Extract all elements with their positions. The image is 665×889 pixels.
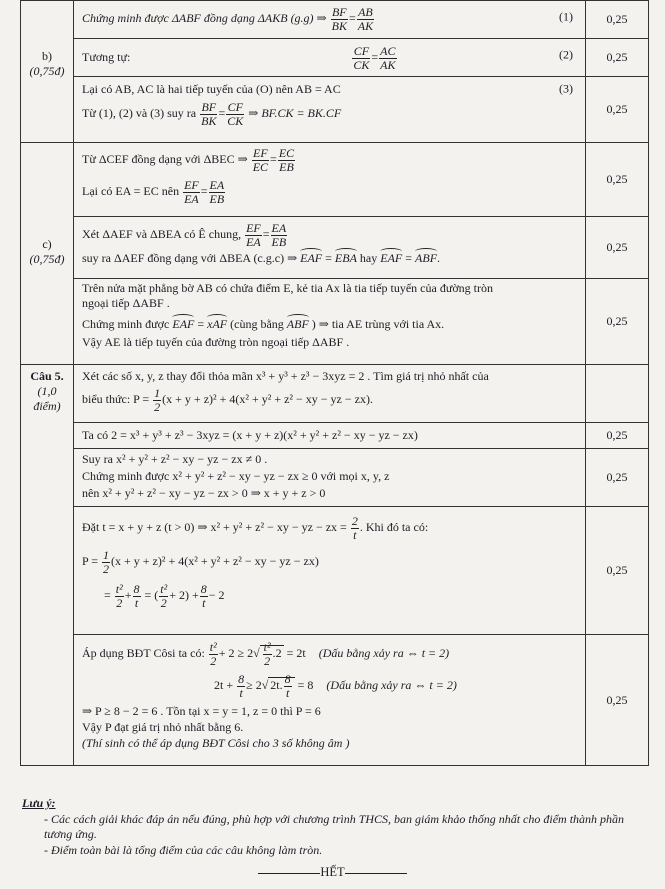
- q5r4-score: 0,25: [586, 635, 649, 766]
- q5-row-2: [74, 449, 586, 507]
- q5r4-sqrt-rest: .2: [272, 645, 282, 660]
- q5r1-text: Ta có 2 = x³ + y³ + z³ − 3xyz = (x + y + z)(x² + y² + z² − xy − yz − zx): [82, 428, 418, 442]
- c3-text-2: ngoại tiếp ΔABF .: [82, 296, 170, 310]
- c3-text-5: ) ⇒ tia AE trùng với tia Ax.: [311, 317, 445, 331]
- q5-row-3: [74, 507, 586, 635]
- b2-eq: =: [371, 49, 379, 64]
- c3-score: 0,25: [586, 279, 649, 365]
- q5r4-text-5: ≥ 2: [246, 678, 262, 693]
- q5r3-frac5-den: 2: [160, 595, 167, 610]
- b3-text-2: Từ (1), (2) và (3) suy ra: [82, 105, 197, 120]
- b3-ref: (3): [559, 81, 573, 96]
- q5r3-frac2-den: 2: [103, 561, 109, 576]
- sqrt-sign-1: √: [253, 645, 260, 660]
- part-c-row-3: [74, 279, 586, 365]
- b2-frac2-den: AK: [380, 57, 396, 72]
- q5r4-frac-num: t²: [209, 640, 217, 654]
- answer-table: [20, 0, 649, 766]
- sqrt-sign-2: √: [261, 678, 269, 693]
- q5r2-text: Suy ra x² + y² + z² − xy − yz − zx ≠ 0 .: [82, 452, 268, 466]
- q5-title: Câu 5.: [30, 369, 64, 383]
- q5r4-text-7: ⇒ P ≥ 8 − 2 = 6 . Tồn tại x = y = 1, z = 0 thì P = 6: [82, 704, 321, 719]
- q5r3-frac-den: t: [353, 527, 357, 542]
- q5r3-frac2-num: 1: [103, 548, 109, 563]
- q5r4-text-2: + 2 ≥ 2: [218, 645, 254, 660]
- q5-label: [21, 365, 74, 766]
- q5r3-frac3-den: 2: [116, 595, 123, 610]
- part-c-row-2: [74, 217, 586, 279]
- c1-text-2: Lại có EA = EC nên: [82, 184, 180, 199]
- q5r1-score: 0,25: [586, 423, 649, 449]
- q5r3-text: Đặt t = x + y + z (t > 0) ⇒ x² + y² + z² − xy − yz − zx =: [82, 519, 347, 534]
- c1-text: Từ ΔCEF đồng dạng với ΔBEC ⇒: [82, 151, 248, 166]
- q5-frac-num: 1: [154, 386, 161, 400]
- q5r3-frac5-num: t²: [160, 582, 168, 597]
- end-marker: [0, 865, 665, 880]
- b1-score: 0,25: [586, 1, 649, 39]
- q5r4-sqrt2-den: t: [285, 685, 290, 700]
- q5-text-2: biểu thức: P =: [82, 391, 150, 406]
- c1-score: 0,25: [586, 143, 649, 217]
- c1-frac4-den: EB: [209, 191, 225, 206]
- c2-eq: =: [262, 226, 270, 241]
- c3-angle-3: ABF: [286, 317, 309, 331]
- q5r3-frac-num: 2: [351, 514, 358, 528]
- end-line-left: [258, 872, 320, 874]
- c2-angle-4: ABF: [415, 251, 438, 266]
- q5-statement-score: [586, 365, 649, 423]
- c1-frac3-num: EF: [184, 178, 199, 193]
- b3-frac2-num: CF: [227, 100, 243, 114]
- c1-frac4-num: EA: [209, 178, 225, 193]
- q5r3-frac4-den: t: [134, 595, 139, 610]
- q5r3-text-7: + 2) +: [169, 588, 199, 603]
- c1-frac2-num: EC: [278, 146, 295, 160]
- b2-frac-num: CF: [353, 44, 370, 58]
- b1-frac-num: BF: [331, 5, 347, 19]
- notes-section: [22, 796, 642, 858]
- q5r4-frac2-num: 8: [238, 672, 245, 687]
- part-b-letter: b): [42, 49, 52, 63]
- c2-eq3: =: [405, 251, 413, 266]
- q5r4-frac2-den: t: [239, 685, 243, 700]
- note-2: - Điểm toàn bài là tổng điểm của các câu không làm tròn.: [44, 842, 323, 857]
- c3-text: Trên nửa mặt phẳng bờ AB có chứa điểm E, kẻ tia Ax là tia tiếp tuyến của đường tròn: [82, 281, 494, 295]
- c2-dot: .: [437, 251, 441, 266]
- q5-row-1: [74, 423, 586, 449]
- q5r4-sqrt-num: t²: [263, 640, 271, 654]
- q5r3-text-8: − 2: [208, 588, 225, 603]
- part-b-row-3: [74, 77, 586, 143]
- q5r4-text: Áp dụng BĐT Côsi ta có:: [82, 645, 205, 660]
- part-b-row-2: [74, 39, 586, 77]
- q5r4-text-9: (Thí sinh có thể áp dụng BĐT Côsi cho 3 số không âm ): [82, 736, 350, 751]
- q5r4-text-3: = 2t: [286, 645, 306, 660]
- q5r4-equality-2: (Dấu bằng xảy ra ⇔ t = 2): [326, 678, 457, 693]
- q5r4-equality-1: (Dấu bằng xảy ra ⇔ t = 2): [318, 645, 450, 660]
- q5r3-text-3: P =: [82, 554, 98, 569]
- q5r3-score: 0,25: [586, 507, 649, 635]
- q5r3-frac3-num: t²: [115, 582, 123, 597]
- q5-points-2: điểm): [33, 399, 61, 413]
- c2-text: Xét ΔAEF và ΔBEA có Ê chung,: [82, 226, 242, 241]
- b2-frac2-num: AC: [380, 44, 396, 58]
- b1-ref: (1): [559, 9, 573, 24]
- c2-frac2-den: EB: [271, 234, 287, 249]
- q5-text-3: (x + y + z)² + 4(x² + y² + z² − xy − yz − zx).: [162, 391, 373, 406]
- q5r2-score: 0,25: [586, 449, 649, 507]
- q5r3-frac6-den: t: [202, 595, 206, 610]
- q5r3-text-4: (x + y + z)² + 4(x² + y² + z² − xy − yz − zx): [111, 554, 319, 569]
- q5-text: Xét các số x, y, z thay đổi thỏa mãn x³ + y³ + z³ − 3xyz = 2 . Tìm giá trị nhỏ nhất của: [82, 369, 489, 383]
- q5r3-frac4-num: 8: [133, 582, 140, 597]
- q5-frac-den: 2: [154, 399, 161, 414]
- q5-statement: [74, 365, 586, 423]
- part-b-row-1: [74, 1, 586, 39]
- part-c-label: [21, 143, 74, 365]
- c1-frac-den: EC: [252, 159, 269, 174]
- part-b-label: [21, 1, 74, 143]
- c2-eq2: =: [325, 251, 332, 266]
- c3-text-4: (cùng bằng: [230, 317, 284, 331]
- c2-text-2: suy ra ΔAEF đồng dạng với ΔBEA (c.g.c) ⇒: [82, 251, 298, 266]
- c3-angle-2: xAF: [207, 317, 228, 331]
- c2-frac-den: EA: [246, 234, 261, 249]
- q5r3-text-5: =: [104, 588, 111, 603]
- end-line-right: [345, 872, 407, 874]
- q5r4-text-4: 2t +: [214, 678, 234, 693]
- q5-points-1: (1,0: [37, 384, 57, 398]
- b2-score: 0,25: [586, 39, 649, 77]
- c2-score: 0,25: [586, 217, 649, 279]
- b1-frac2-num: AB: [358, 5, 373, 19]
- b2-ref: (2): [559, 47, 573, 62]
- c2-angle-1: EAF: [300, 251, 323, 266]
- q5r4-sqrt2-num: 8: [284, 672, 291, 687]
- q5r4-sqrt2-a: 2t.: [270, 678, 283, 693]
- c2-frac-num: EF: [246, 221, 261, 235]
- b3-frac-den: BK: [201, 113, 217, 128]
- c1-frac3-den: EA: [184, 191, 199, 206]
- part-b-points: (0,75đ): [29, 64, 65, 78]
- c1-frac-num: EF: [253, 146, 268, 160]
- part-c-letter: c): [42, 237, 52, 251]
- q5r3-frac6-num: 8: [200, 582, 207, 597]
- q5r3-text-2: . Khi đó ta có:: [359, 519, 429, 534]
- b1-eq: =: [348, 10, 356, 25]
- b1-frac2-den: AK: [357, 18, 374, 33]
- q5r3-plus: +: [124, 588, 132, 603]
- q5r2-text-2: Chứng minh được x² + y² + z² − xy − yz − zx ≥ 0 với mọi x, y, z: [82, 469, 390, 483]
- c2-angle-2: EBA: [334, 251, 357, 266]
- c2-text-3: hay: [359, 251, 378, 266]
- b3-text-3: ⇒ BF.CK = BK.CF: [248, 105, 342, 120]
- c1-eq: =: [270, 151, 277, 166]
- b3-frac2-den: CK: [227, 113, 244, 128]
- end-text: HẾT: [320, 865, 345, 879]
- part-c-points: (0,75đ): [29, 252, 65, 266]
- q5r4-sqrt-den: 2: [264, 653, 271, 668]
- q5-row-4: [74, 635, 586, 766]
- b3-frac-num: BF: [201, 100, 217, 114]
- q5r4-frac-den: 2: [210, 653, 217, 668]
- c2-angle-3: EAF: [380, 251, 403, 266]
- c3-eq: =: [197, 317, 205, 331]
- part-c-row-1: [74, 143, 586, 217]
- q5r4-text-6: = 8: [297, 678, 314, 693]
- b3-score: 0,25: [586, 77, 649, 143]
- notes-title: Lưu ý:: [22, 796, 56, 810]
- q5r2-text-3: nên x² + y² + z² − xy − yz − zx > 0 ⇒ x + y + z > 0: [82, 486, 326, 500]
- b3-text: Lại có AB, AC là hai tiếp tuyến của (O) nên AB = AC: [82, 82, 341, 96]
- b2-text: Tương tự:: [82, 49, 131, 64]
- b1-frac-den: BK: [331, 18, 347, 33]
- c3-text-3: Chứng minh được: [82, 317, 170, 331]
- b2-frac-den: CK: [353, 57, 370, 72]
- c1-frac2-den: EB: [279, 159, 294, 174]
- q5r4-text-8: Vậy P đạt giá trị nhỏ nhất bằng 6.: [82, 720, 244, 735]
- q5r3-text-6: = (: [144, 588, 159, 603]
- c3-angle-1: EAF: [172, 317, 195, 331]
- c2-frac2-num: EA: [271, 221, 287, 235]
- b1-text: Chứng minh được ΔABF đồng dạng ΔAKB (g.g) ⇒: [82, 10, 327, 25]
- c3-text-6: Vậy AE là tiếp tuyến của đường tròn ngoại tiếp ΔABF .: [82, 335, 350, 349]
- note-1: - Các cách giải khác đáp án nếu đúng, phù hợp với chương trình THCS, ban giám khảo thống nhất cho điểm thành phần tương ứng.: [44, 811, 625, 842]
- b3-eq: =: [218, 105, 226, 120]
- c1-eq2: =: [200, 184, 208, 199]
